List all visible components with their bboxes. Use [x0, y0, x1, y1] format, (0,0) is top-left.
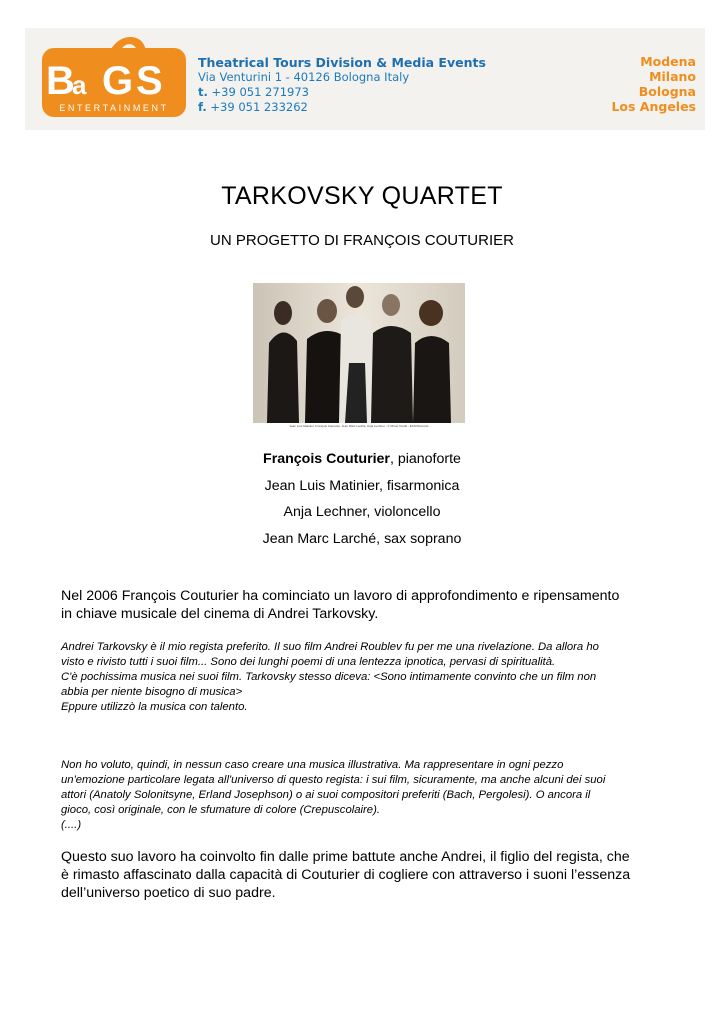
page-title: TARKOVSKY QUARTET [221, 182, 503, 210]
text-line: visto e rivisto tutti i suoi film... Sono dei lunghi poemi di una lentezza ipnotica, pervasi di spiritualità. [61, 656, 556, 668]
credit-line [0, 446, 724, 473]
svg-text:G: G [102, 59, 134, 103]
text-line: abbia per niente bisogno di musica> [61, 686, 243, 698]
credit-line [0, 499, 724, 526]
contact-block [198, 55, 486, 115]
quote-block-1 [61, 640, 661, 715]
credit-role: Jean Luis Matinier, fisarmonica [264, 477, 460, 494]
credit-role: , pianoforte [389, 451, 461, 467]
text-line: in chiave musicale del cinema di Andrei Tarkovsky. [61, 606, 379, 622]
quote-block-2 [61, 758, 661, 833]
address: Via Venturini 1 - 40126 Bologna Italy [198, 70, 410, 84]
text-line: (....) [61, 819, 82, 831]
city-item: Modena [640, 54, 696, 69]
photo-caption: Jean Luis Matinier, François Couturier, Jean Marc Larché, Anja Lechner - © Photo Credit - ECM Records [289, 424, 429, 428]
credit-role: Jean Marc Larché, sax soprano [262, 530, 462, 547]
text-line: è rimasto affascinato dalla capacità di Couturier di cogliere con attraverso i suoni l’essenza [61, 867, 631, 883]
credits-list [0, 446, 724, 552]
fax-number: +39 051 233262 [210, 100, 308, 114]
text-line: Non ho voluto, quindi, in nessun caso creare una musica illustrativa. Ma rappresentare in ogni pezzo [61, 759, 564, 771]
credit-line [0, 473, 724, 500]
text-line: Nel 2006 François Couturier ha cominciato un lavoro di approfondimento e ripensamento [61, 588, 620, 604]
svg-text:B: B [46, 59, 75, 103]
city-item: Milano [649, 69, 696, 84]
text-line: Questo suo lavoro ha coinvolto fin dalle prime battute anche Andrei, il figlio del regista, che [61, 849, 630, 865]
text-line: dell’universo poetico di suo padre. [61, 885, 276, 901]
credit-name: François Couturier [263, 451, 390, 467]
text-line: gioco, così originale, con le sfumature di colore (Crepuscolaire). [61, 804, 380, 816]
city-item: Bologna [638, 84, 696, 99]
text-line: Eppure utilizzò la musica con talento. [61, 701, 248, 713]
svg-text:a: a [72, 70, 87, 100]
phone-number: +39 051 271973 [211, 85, 309, 99]
text-line: attori (Anatoly Solonitsyne, Erland Josephson) o ai suoi compositori preferiti (Bach, Pergolesi). O ancora il [61, 789, 591, 801]
fax-label: f. [198, 100, 207, 114]
fax-line [198, 100, 486, 115]
credit-role: Anja Lechner, violoncello [283, 504, 441, 520]
text-line: un'emozione particolare legata all'universo di questo regista: i sui film, sicuramente, ma anche alcuni dei suoi [61, 774, 606, 786]
svg-text:S: S [136, 59, 163, 103]
city-list [611, 54, 696, 114]
logo-wordmark: ENTERTAINMENT [59, 103, 169, 113]
city-item: Los Angeles [611, 99, 696, 114]
closing-paragraph [61, 848, 661, 902]
text-line: Andrei Tarkovsky è il mio regista preferito. Il suo film Andrei Roublev fu per me una rivelazione. Da allora ho [61, 641, 599, 653]
phone-label: t. [198, 85, 208, 99]
text-line: C'è pochissima musica nei suoi film. Tarkovsky stesso diceva: <Sono intimamente convinto che un film non [61, 671, 597, 683]
intro-paragraph [61, 587, 661, 623]
division-title: Theatrical Tours Division & Media Events [198, 55, 486, 70]
quartet-photo [253, 283, 465, 423]
page-subtitle: UN PROGETTO DI FRANÇOIS COUTURIER [210, 232, 514, 249]
credit-line [0, 526, 724, 553]
bags-logo [40, 22, 188, 119]
phone-line [198, 85, 486, 100]
